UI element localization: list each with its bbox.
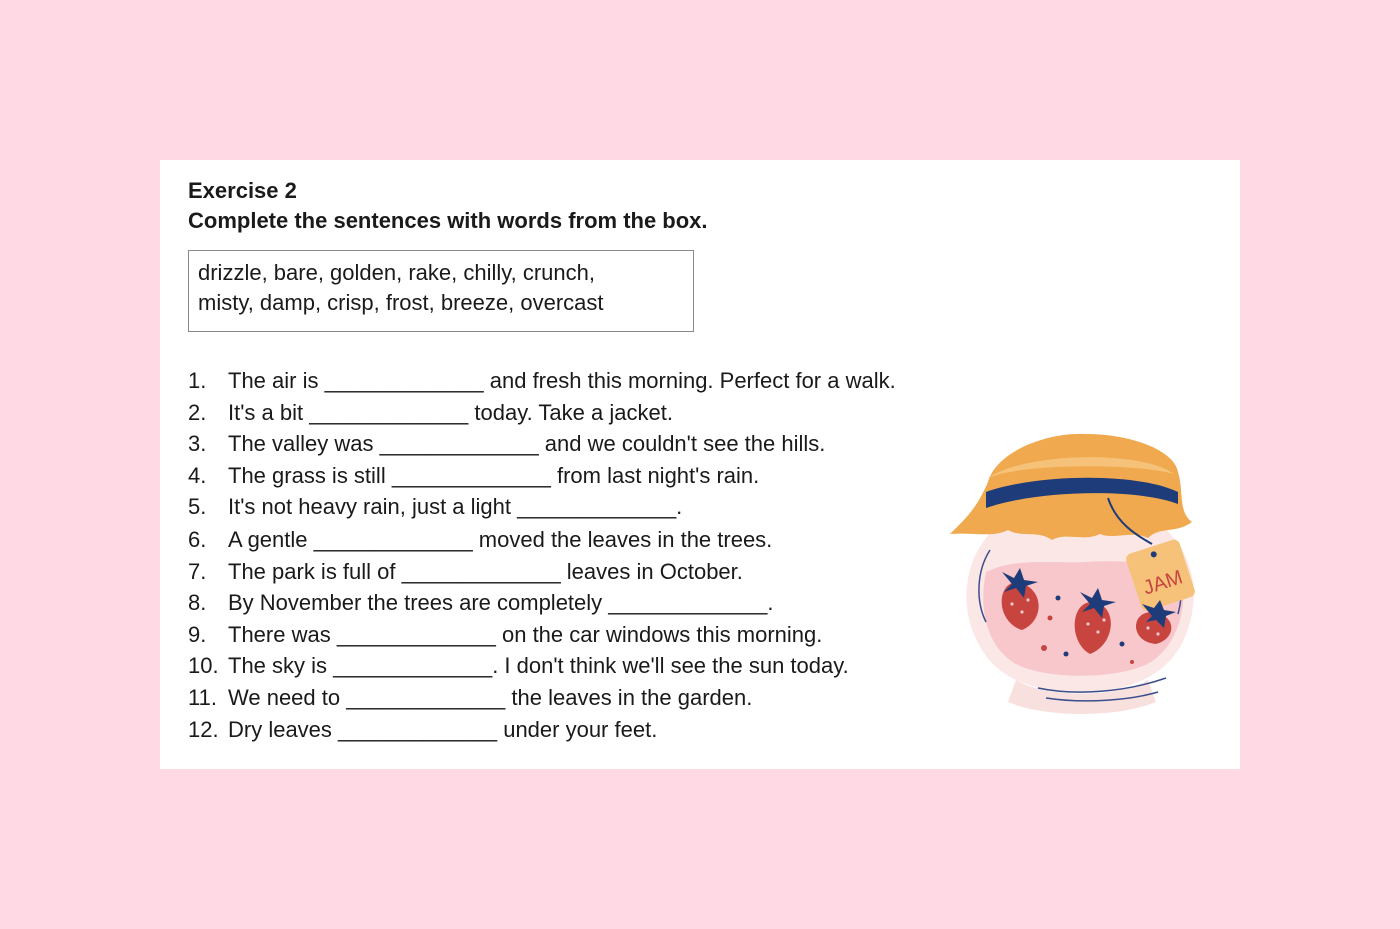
question-number: 2. — [188, 399, 207, 425]
exercise-header — [188, 176, 708, 236]
exercise-title: Exercise 2 — [188, 178, 297, 203]
question-item — [188, 683, 752, 713]
question-item — [188, 715, 657, 745]
word-box — [188, 250, 694, 332]
question-text: It's a bit _____________ today. Take a jacket. — [228, 399, 673, 425]
question-number: 1. — [188, 368, 207, 393]
question-number: 11. — [188, 685, 217, 710]
question-item — [188, 366, 896, 396]
question-text: By November the trees are completely _____________. — [228, 590, 774, 616]
question-text: The sky is _____________. I don't think we'll see the sun today. — [228, 653, 849, 679]
question-item — [188, 588, 773, 618]
question-item — [188, 620, 822, 650]
question-item — [188, 398, 673, 428]
question-number: 7. — [188, 558, 207, 584]
question-text: A gentle _____________ moved the leaves in the trees. — [228, 527, 773, 552]
jam-label: JAM — [1140, 566, 1186, 600]
question-number: 6. — [188, 527, 207, 552]
worksheet-card — [160, 160, 1240, 769]
question-item — [188, 557, 743, 587]
question-item — [188, 429, 825, 459]
question-text: There was _____________ on the car windows this morning. — [228, 621, 823, 647]
question-text: We need to _____________ the leaves in the garden. — [228, 685, 753, 710]
jam-jar-icon — [946, 422, 1216, 718]
question-text: The air is _____________ and fresh this morning. Perfect for a walk. — [228, 368, 896, 393]
question-number: 4. — [188, 462, 207, 488]
question-number: 10. — [188, 653, 219, 679]
question-text: The grass is still _____________ from last night's rain. — [228, 462, 760, 488]
question-item — [188, 525, 772, 555]
question-item — [188, 461, 759, 491]
question-number: 8. — [188, 590, 207, 616]
question-text: The park is full of _____________ leaves in October. — [228, 558, 743, 584]
question-number: 5. — [188, 494, 207, 520]
question-item — [188, 651, 849, 681]
question-number: 12. — [188, 716, 219, 742]
question-number: 9. — [188, 621, 207, 647]
word-box-line: misty, damp, crisp, frost, breeze, overcast — [198, 290, 604, 315]
question-text: It's not heavy rain, just a light _____________. — [228, 494, 683, 520]
question-number: 3. — [188, 431, 207, 457]
question-text: Dry leaves _____________ under your feet. — [228, 716, 658, 742]
word-box-line: drizzle, bare, golden, rake, chilly, crunch, — [198, 260, 595, 285]
question-text: The valley was _____________ and we couldn't see the hills. — [228, 431, 826, 457]
question-item — [188, 492, 682, 522]
exercise-instruction: Complete the sentences with words from the box. — [188, 208, 708, 233]
